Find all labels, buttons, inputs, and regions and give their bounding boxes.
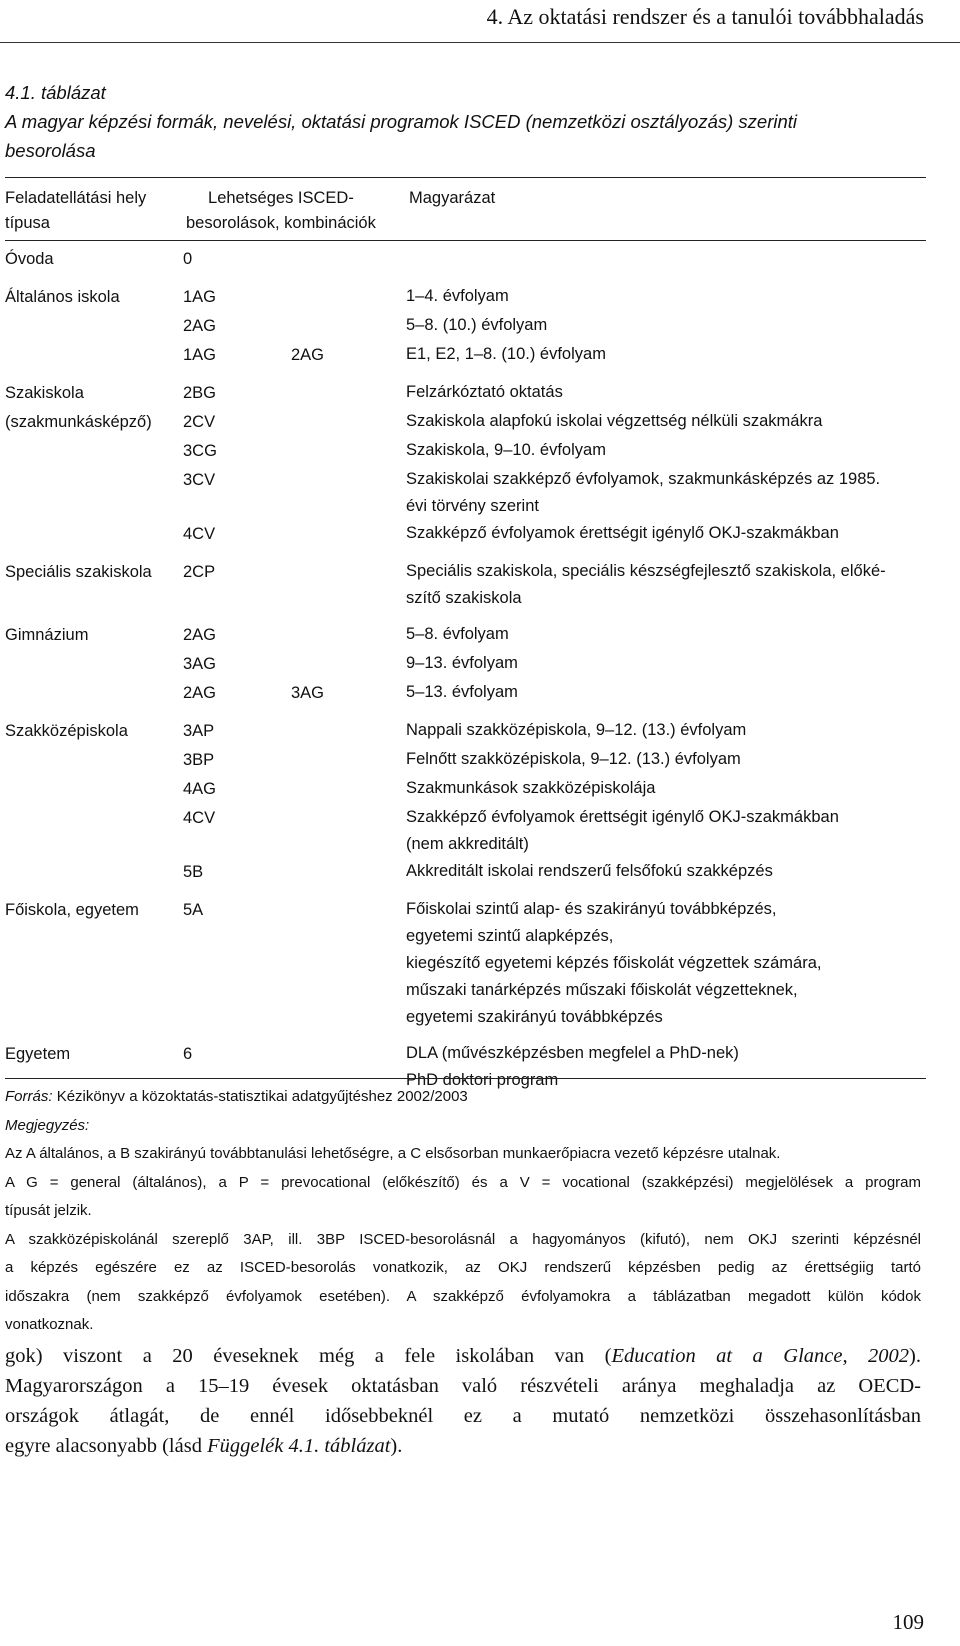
- explanation-line: Speciális szakiskola, speciális készségfejlesztő szakiskola, előké-: [406, 562, 886, 580]
- explanation-line: Szakiskolai szakképző évfolyamok, szakmunkásképzés az 1985.: [406, 470, 881, 488]
- body-line: országok átlagát, de ennél idősebbeknél ez a mutató nemzetközi összehasonlításban: [5, 1405, 921, 1427]
- explanation-line: szítő szakiskola: [406, 589, 522, 607]
- table-row: [5, 408, 926, 437]
- explanation-line: Szakképző évfolyamok érettségit igénylő OKJ-szakmákban: [406, 808, 839, 826]
- explanation-line: műszaki tanárképzés műszaki főiskolát végzetteknek,: [406, 981, 798, 999]
- cell-isced-code: 3AP: [183, 722, 215, 740]
- explanation-line: egyetemi szakirányú továbbképzés: [406, 1008, 663, 1026]
- explanation-line: E1, E2, 1–8. (10.) évfolyam: [406, 345, 606, 363]
- table-number: 4.1. táblázat: [5, 82, 106, 103]
- table-row: [5, 679, 926, 708]
- cell-explanation: [406, 650, 926, 679]
- cell-institution-type: Speciális szakiskola: [5, 563, 152, 581]
- table-group: [5, 379, 926, 549]
- cell-isced-code: 1AG: [183, 288, 217, 306]
- cell-explanation: [406, 896, 926, 1031]
- table-row: [5, 858, 926, 887]
- explanation-line: 9–13. évfolyam: [406, 654, 518, 672]
- cell-institution-type: [5, 466, 183, 520]
- explanation-line: évi törvény szerint: [406, 497, 539, 515]
- explanation-line: Szakiskola alapfokú iskolai végzettség nélküli szakmákra: [406, 412, 823, 430]
- cell-explanation: [406, 679, 926, 708]
- cell-isced-combination: 2AG: [291, 346, 325, 364]
- explanation-line: Szakiskola, 9–10. évfolyam: [406, 441, 606, 459]
- source-line: Forrás: Kézikönyv a közoktatás-statisztikai adatgyűjtéshez 2002/2003: [5, 1088, 468, 1105]
- table-caption-line: A magyar képzési formák, nevelési, oktatási programok ISCED (nemzetközi osztályozás) szerinti: [5, 111, 798, 132]
- cell-isced-code: 3AG: [183, 655, 217, 673]
- header-col-explanation: Magyarázat: [409, 189, 496, 207]
- note-line: A szakközépiskolánál szereplő 3AP, ill. 3BP ISCED-besorolásnál a hagyományos (kifutó), nem OKJ szerinti képzésnél: [5, 1230, 921, 1248]
- body-line: gok) viszont a 20 éveseknek még a fele iskolában van (Education at a Glance, 2002).: [5, 1345, 921, 1367]
- cell-explanation: [406, 520, 926, 549]
- cell-isced-code: 4CV: [183, 809, 216, 827]
- note-line: Az A általános, a B szakirányú továbbtanulási lehetőségre, a C elsősorban munkaerőpiacra vezető képzésre utalnak.: [5, 1145, 781, 1162]
- page-number: 109: [892, 1610, 924, 1634]
- table-group: [5, 717, 926, 887]
- cell-explanation: [406, 437, 926, 466]
- cell-explanation: [406, 341, 926, 370]
- cell-isced-combination: [291, 858, 406, 887]
- table-row: [5, 804, 926, 858]
- cell-institution-type: [5, 775, 183, 804]
- cell-institution-type: [5, 437, 183, 466]
- table-row: [5, 466, 926, 520]
- cell-isced-code: 1AG: [183, 346, 217, 364]
- cell-isced-combination: [291, 379, 406, 408]
- explanation-line: Felnőtt szakközépiskola, 9–12. (13.) évfolyam: [406, 750, 741, 768]
- cell-institution-type: [5, 312, 183, 341]
- explanation-line: 5–8. évfolyam: [406, 625, 509, 643]
- cell-institution-type: [5, 520, 183, 549]
- table-caption-line: besorolása: [5, 140, 96, 161]
- table-group: [5, 283, 926, 370]
- table-row: [5, 621, 926, 650]
- explanation-line: (nem akkreditált): [406, 835, 529, 853]
- cell-institution-type: [5, 650, 183, 679]
- cell-isced-combination: 3AG: [291, 684, 325, 702]
- cell-explanation: [406, 621, 926, 650]
- table-bottom-rule: [5, 1078, 926, 1079]
- cell-explanation: [406, 245, 926, 274]
- note-line: időszakra (nem szakképző évfolyamok esetében). A szakképző évfolyamokra a táblázatban megadott külön kódok: [5, 1287, 921, 1305]
- explanation-line: 5–8. (10.) évfolyam: [406, 316, 548, 334]
- table-row: [5, 283, 926, 312]
- cell-explanation: [406, 775, 926, 804]
- explanation-line: 1–4. évfolyam: [406, 287, 509, 305]
- cell-institution-type: [5, 679, 183, 708]
- explanation-line: Főiskolai szintű alap- és szakirányú továbbképzés,: [406, 900, 777, 918]
- cell-isced-code: 5B: [183, 863, 204, 881]
- cell-isced-combination: [291, 520, 406, 549]
- cell-isced-combination: [291, 283, 406, 312]
- explanation-line: Felzárkóztató oktatás: [406, 383, 563, 401]
- cell-explanation: [406, 858, 926, 887]
- explanation-line: PhD doktori program: [406, 1071, 559, 1089]
- cell-institution-type: [5, 341, 183, 370]
- cell-isced-combination: [291, 717, 406, 746]
- table-group: [5, 245, 926, 274]
- cell-institution-type: [5, 858, 183, 887]
- cell-isced-code: 0: [183, 250, 193, 268]
- header-rule: [0, 42, 960, 43]
- cell-institution-type: Egyetem: [5, 1045, 71, 1063]
- table-row: [5, 245, 926, 274]
- table-group: [5, 896, 926, 1031]
- cell-isced-code: 6: [183, 1045, 193, 1063]
- header-bottom-rule: [5, 240, 926, 241]
- cell-isced-code: 5A: [183, 901, 204, 919]
- cell-isced-combination: [291, 621, 406, 650]
- cell-isced-combination: [291, 650, 406, 679]
- table-row: [5, 775, 926, 804]
- table-row: [5, 558, 926, 612]
- cell-explanation: [406, 804, 926, 858]
- cell-isced-code: 2AG: [183, 317, 217, 335]
- remark-label: Megjegyzés:: [5, 1116, 90, 1134]
- explanation-line: Nappali szakközépiskola, 9–12. (13.) évfolyam: [406, 721, 747, 739]
- cell-institution-type: [5, 804, 183, 858]
- cell-institution-type: Szakközépiskola: [5, 722, 128, 740]
- table-row: [5, 312, 926, 341]
- cell-isced-combination: [291, 746, 406, 775]
- header-col-isced: Lehetséges ISCED- besorolások, kombinációk: [186, 189, 376, 232]
- explanation-line: kiegészítő egyetemi képzés főiskolát végzettek számára,: [406, 954, 822, 972]
- note-line: A G = general (általános), a P = prevocational (előkészítő) és a V = vocational (szakképzési) megjelölések a program: [5, 1173, 921, 1191]
- body-line: egyre alacsonyabb (lásd Függelék 4.1. táblázat).: [5, 1435, 403, 1457]
- cell-institution-type: [5, 746, 183, 775]
- cell-isced-combination: [291, 804, 406, 858]
- table-row: [5, 717, 926, 746]
- cell-institution-type: Gimnázium: [5, 626, 89, 644]
- header-col-type: Feladatellátási hely típusa: [5, 189, 147, 232]
- cell-isced-combination: [291, 437, 406, 466]
- cell-isced-combination: [291, 775, 406, 804]
- cell-isced-code: 2AG: [183, 684, 217, 702]
- table-row: [5, 650, 926, 679]
- note-line: a képzés egészére ez az ISCED-besorolás vonatkozik, az OKJ rendszerű képzésben pedig az érettségiig tartó: [5, 1259, 921, 1276]
- cell-isced-code: 2BG: [183, 384, 217, 402]
- cell-isced-code: 2AG: [183, 626, 217, 644]
- cell-isced-code: 4AG: [183, 780, 217, 798]
- body-paragraph: [5, 1341, 921, 1461]
- isced-table: [5, 245, 926, 1103]
- running-head: 4. Az oktatási rendszer és a tanulói továbbhaladás: [486, 4, 924, 29]
- cell-institution-type: Főiskola, egyetem: [5, 901, 139, 919]
- cell-isced-code: 2CP: [183, 563, 216, 581]
- cell-isced-combination: [291, 466, 406, 520]
- cell-isced-combination: [291, 558, 406, 612]
- cell-institution-type: Szakiskola: [5, 384, 84, 402]
- cell-isced-code: 2CV: [183, 413, 216, 431]
- explanation-line: Akkreditált iskolai rendszerű felsőfokú szakképzés: [406, 862, 773, 880]
- table-group: [5, 621, 926, 708]
- cell-institution-type: Óvoda: [5, 250, 54, 268]
- table-row: [5, 379, 926, 408]
- cell-isced-code: 4CV: [183, 525, 216, 543]
- cell-explanation: [406, 312, 926, 341]
- explanation-line: Szakképző évfolyamok érettségit igénylő OKJ-szakmákban: [406, 524, 839, 542]
- table-row: [5, 341, 926, 370]
- cell-isced-combination: [291, 245, 406, 274]
- cell-isced-code: 3CV: [183, 471, 216, 489]
- cell-explanation: [406, 283, 926, 312]
- table-group: [5, 558, 926, 612]
- cell-isced-code: 3CG: [183, 442, 217, 460]
- table-caption: [5, 78, 925, 165]
- table-row: [5, 520, 926, 549]
- table-row: [5, 437, 926, 466]
- explanation-line: egyetemi szintű alapképzés,: [406, 927, 614, 945]
- cell-isced-code: 3BP: [183, 751, 215, 769]
- cell-isced-combination: [291, 408, 406, 437]
- explanation-line: Szakmunkások szakközépiskolája: [406, 779, 656, 797]
- cell-explanation: [406, 746, 926, 775]
- table-top-rule: [5, 177, 926, 178]
- body-line: Magyarországon a 15–19 évesek oktatásban való részvételi aránya meghaladja az OECD-: [5, 1375, 921, 1397]
- explanation-line: DLA (művészképzésben megfelel a PhD-nek): [406, 1044, 739, 1062]
- cell-institution-type: Általános iskola: [5, 288, 120, 306]
- cell-institution-type: (szakmunkásképző): [5, 413, 152, 431]
- note-line: típusát jelzik.: [5, 1202, 92, 1219]
- note-line: vonatkoznak.: [5, 1316, 94, 1333]
- table-notes: [5, 1083, 921, 1340]
- cell-explanation: [406, 408, 926, 437]
- table-row: [5, 746, 926, 775]
- explanation-line: 5–13. évfolyam: [406, 683, 518, 701]
- table-row: [5, 896, 926, 1031]
- cell-explanation: [406, 379, 926, 408]
- cell-explanation: [406, 558, 926, 612]
- cell-explanation: [406, 466, 926, 520]
- cell-isced-combination: [291, 312, 406, 341]
- cell-isced-combination: [291, 896, 406, 1031]
- cell-explanation: [406, 717, 926, 746]
